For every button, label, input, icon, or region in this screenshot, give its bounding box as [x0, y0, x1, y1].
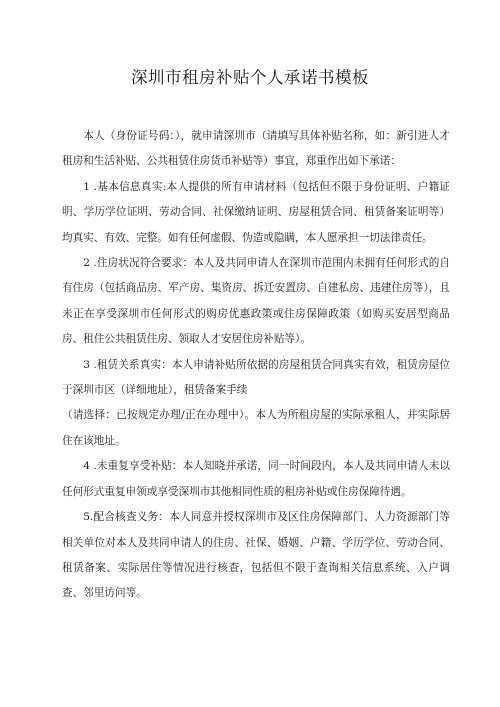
clause-2-paragraph: 2 .住房状况符合要求：本人及共同申请人在深圳市范围内未拥有任何形式的自有住房（包括商品房、军产房、集资房、拆迁安置房、自建私房、违建住房等），且未正在享受深圳市任何形式的购房优惠政策或住房保障政策（如购买安居型商品房、租住公共租赁住房、领取人才安居住房补贴等）。 [62, 257, 450, 346]
clause-4-paragraph: 4 .未重复享受补贴：本人知晓并承诺，同一时间段内，本人及共同申请人未以任何形式重复申领或享受深圳市其他相同性质的租房补贴或住房保障待遇。 [62, 460, 450, 498]
clause-3-paragraph: 3 .租赁关系真实：本人申请补贴所依据的房屋租赁合同真实有效，租赁房屋位于深圳市区（详细地址），租赁备案手续 [62, 358, 450, 397]
document-body [62, 124, 450, 607]
clause-3-continuation: （请选择：已按规定办理/正在办理中）。本人为所租房屋的实际承租人，并实际居住在该地址。 [62, 409, 450, 447]
intro-paragraph: 本人（身份证号码：），就申请深圳市（请填写具体补贴名称，如：新引进人才租房和生活补贴、公共租赁住房货币补贴等）事宜，郑重作出如下承诺： [62, 130, 450, 168]
clause-5-paragraph: 5.配合核查义务：本人同意并授权深圳市及区住房保障部门、人力资源部门等相关单位对本人及共同申请人的住房、社保、婚姻、户籍、学历学位、劳动合同、租赁备案、实际居住等情况进行核查，包括但不限于查询相关信息系统、入户调查、邻里访问等。 [62, 511, 450, 600]
clause-1-paragraph: 1 .基本信息真实:本人提供的所有申请材料（包括但不限于身份证明、户籍证明、学历学位证明、劳动合同、社保缴纳证明、房屋租赁合同、租赁备案证明等）均真实、有效、完整。如有任何虚假、伪造或隐瞒，本人愿承担一切法律责任。 [62, 180, 450, 244]
document-title: 深圳市租房补贴个人承诺书模板 [131, 68, 369, 87]
